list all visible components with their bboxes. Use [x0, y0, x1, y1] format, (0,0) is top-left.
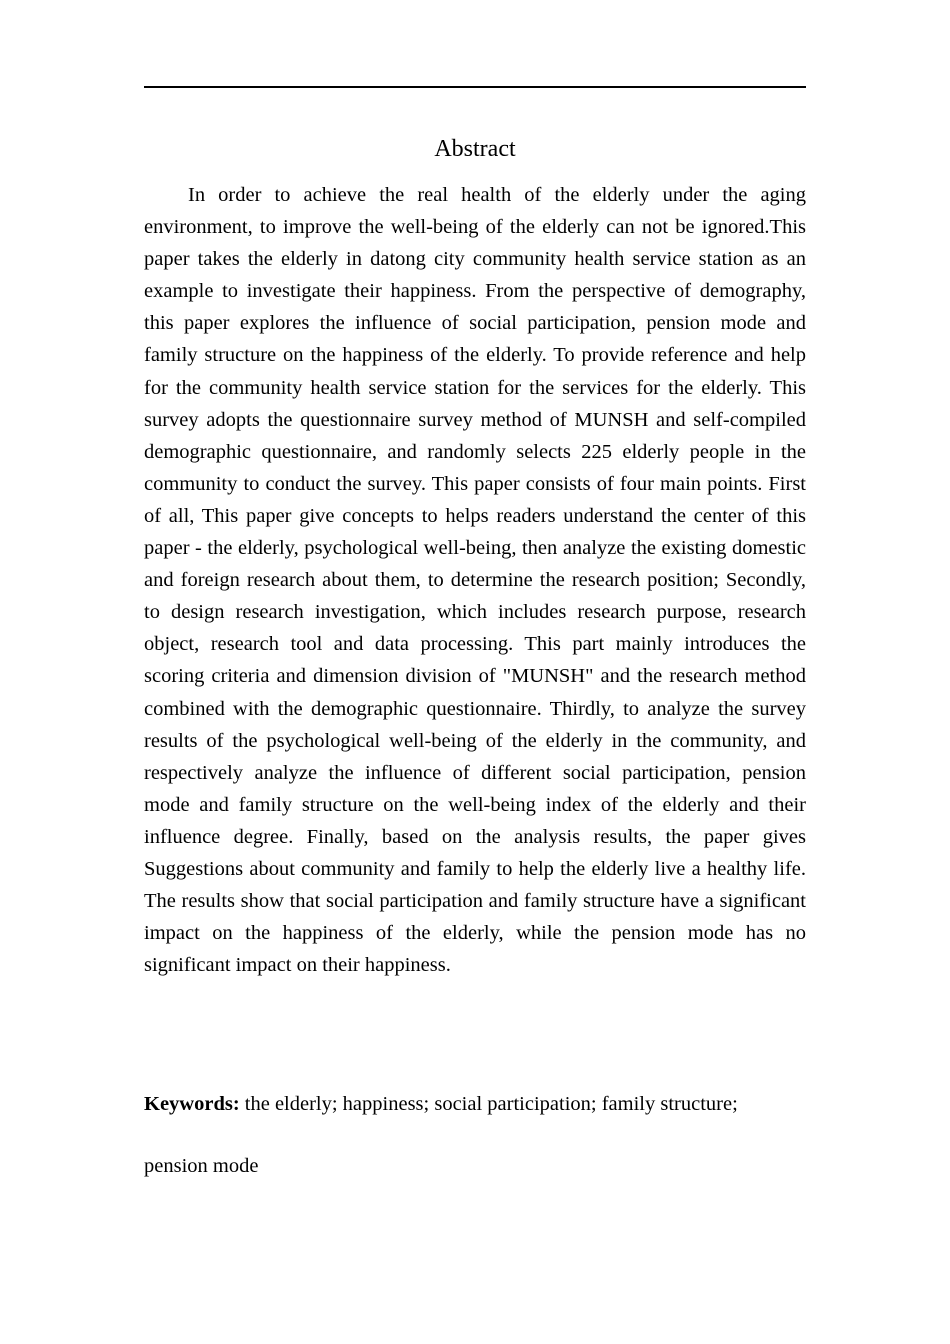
header-rule	[144, 86, 806, 88]
keywords-text: the elderly; happiness; social participation; family structure;	[244, 1093, 738, 1115]
keywords-label: Keywords:	[144, 1093, 240, 1115]
abstract-title: Abstract	[434, 136, 516, 162]
keywords-line	[144, 1088, 806, 1120]
abstract-body: In order to achieve the real health of the elderly under the aging environment, to improve the well-being of the elderly can not be ignored.This paper takes the elderly in datong city community health service station as an example to investigate their happiness. From the perspective of demography, this paper explores the influence of social participation, pension mode and family structure on the happiness of the elderly. To provide reference and help for the community health service station for the services for the elderly. This survey adopts the questionnaire survey method of MUNSH and self-compiled demographic questionnaire, and randomly selects 225 elderly people in the community to conduct the survey. This paper consists of four main points. First of all, This paper give concepts to helps readers understand the center of this paper - the elderly, psychological well-being, then analyze the existing domestic and foreign research about them, to determine the research position; Secondly, to design research investigation, which includes research purpose, research object, research tool and data processing. This part mainly introduces the scoring criteria and dimension division of "MUNSH" and the research method combined with the demographic questionnaire. Thirdly, to analyze the survey results of the psychological well-being of the elderly in the community, and respectively analyze the influence of different social participation, pension mode and family structure on the well-being index of the elderly and their influence degree. Finally, based on the analysis results, the paper gives Suggestions about community and family to help the elderly live a healthy life. The results show that social participation and family structure have a significant impact on the happiness of the elderly, while the pension mode has no significant impact on their happiness.	[144, 184, 806, 977]
keywords-continued: pension mode	[144, 1155, 259, 1177]
